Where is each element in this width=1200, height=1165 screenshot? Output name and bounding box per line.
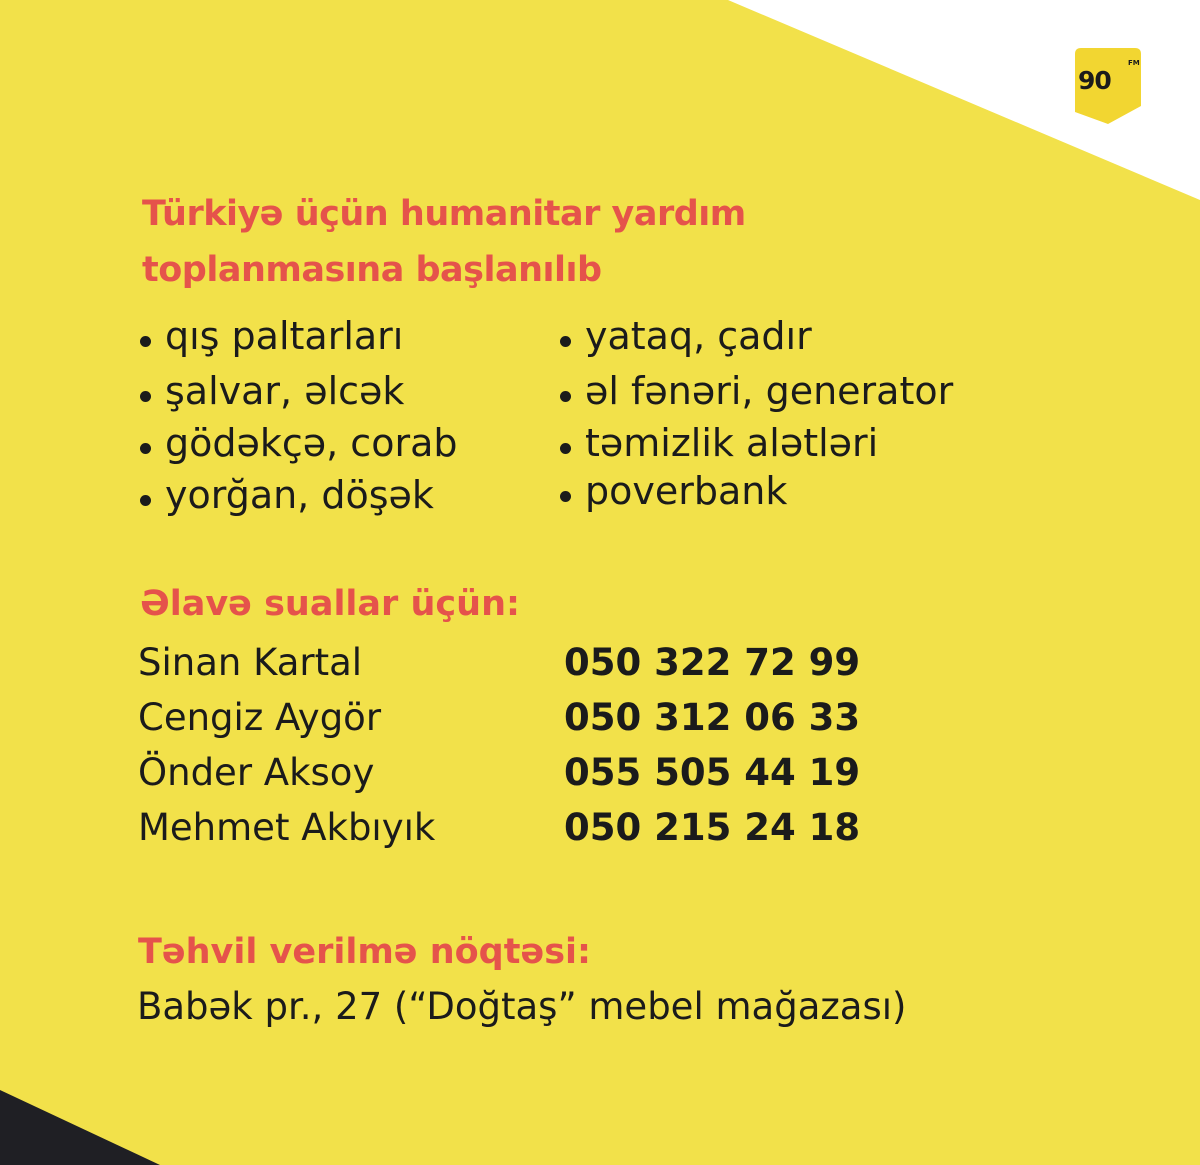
bullet-icon [560,443,571,454]
bullet-icon [140,391,151,402]
dark-corner-shape [0,1090,160,1165]
list-item-label: əl fənəri, generator [585,369,954,413]
bullet-icon [560,491,571,502]
bullet-icon [560,336,571,347]
logo-text: 90 [1078,66,1111,95]
list-item-label: gödəkçə, corab [165,421,458,465]
headline-line-1: Türkiyə üçün humanitar yardım [142,194,746,234]
logo-fm-label: FM [1128,59,1140,67]
list-item-label: yorğan, döşək [165,473,434,517]
headline [142,186,746,298]
list-item-label: şalvar, əlcək [165,369,405,413]
bullet-icon [560,391,571,402]
contact-phone: 050 312 06 33 [564,696,861,739]
contacts-title: Əlavə suallar üçün: [140,584,520,624]
list-item-label: yataq, çadır [585,314,812,358]
list-item [560,469,787,513]
contact-phone: 055 505 44 19 [564,751,861,794]
list-item [140,473,434,517]
list-item [140,369,404,413]
contact-phone: 050 322 72 99 [564,641,861,684]
list-item [140,421,457,465]
contact-phone: 050 215 24 18 [564,806,861,849]
contact-name: Sinan Kartal [138,641,363,684]
list-item [560,421,878,465]
contact-name: Cengiz Aygör [138,696,382,739]
bullet-icon [140,336,151,347]
bullet-icon [140,495,151,506]
list-item [560,369,953,413]
delivery-address: Babək pr., 27 (“Doğtaş” mebel mağazası) [137,985,907,1028]
list-item [140,314,403,358]
delivery-title: Təhvil verilmə nöqtəsi: [138,932,592,972]
headline-line-2: toplanmasına başlanılıb [142,250,602,290]
radio-90fm-logo [1072,48,1144,124]
list-item-label: təmizlik alətləri [585,421,879,465]
contact-name: Mehmet Akbıyık [138,806,436,849]
list-item [560,314,812,358]
bullet-icon [140,443,151,454]
list-item-label: qış paltarları [165,314,404,358]
list-item-label: poverbank [585,469,788,513]
contact-name: Önder Aksoy [138,751,375,794]
